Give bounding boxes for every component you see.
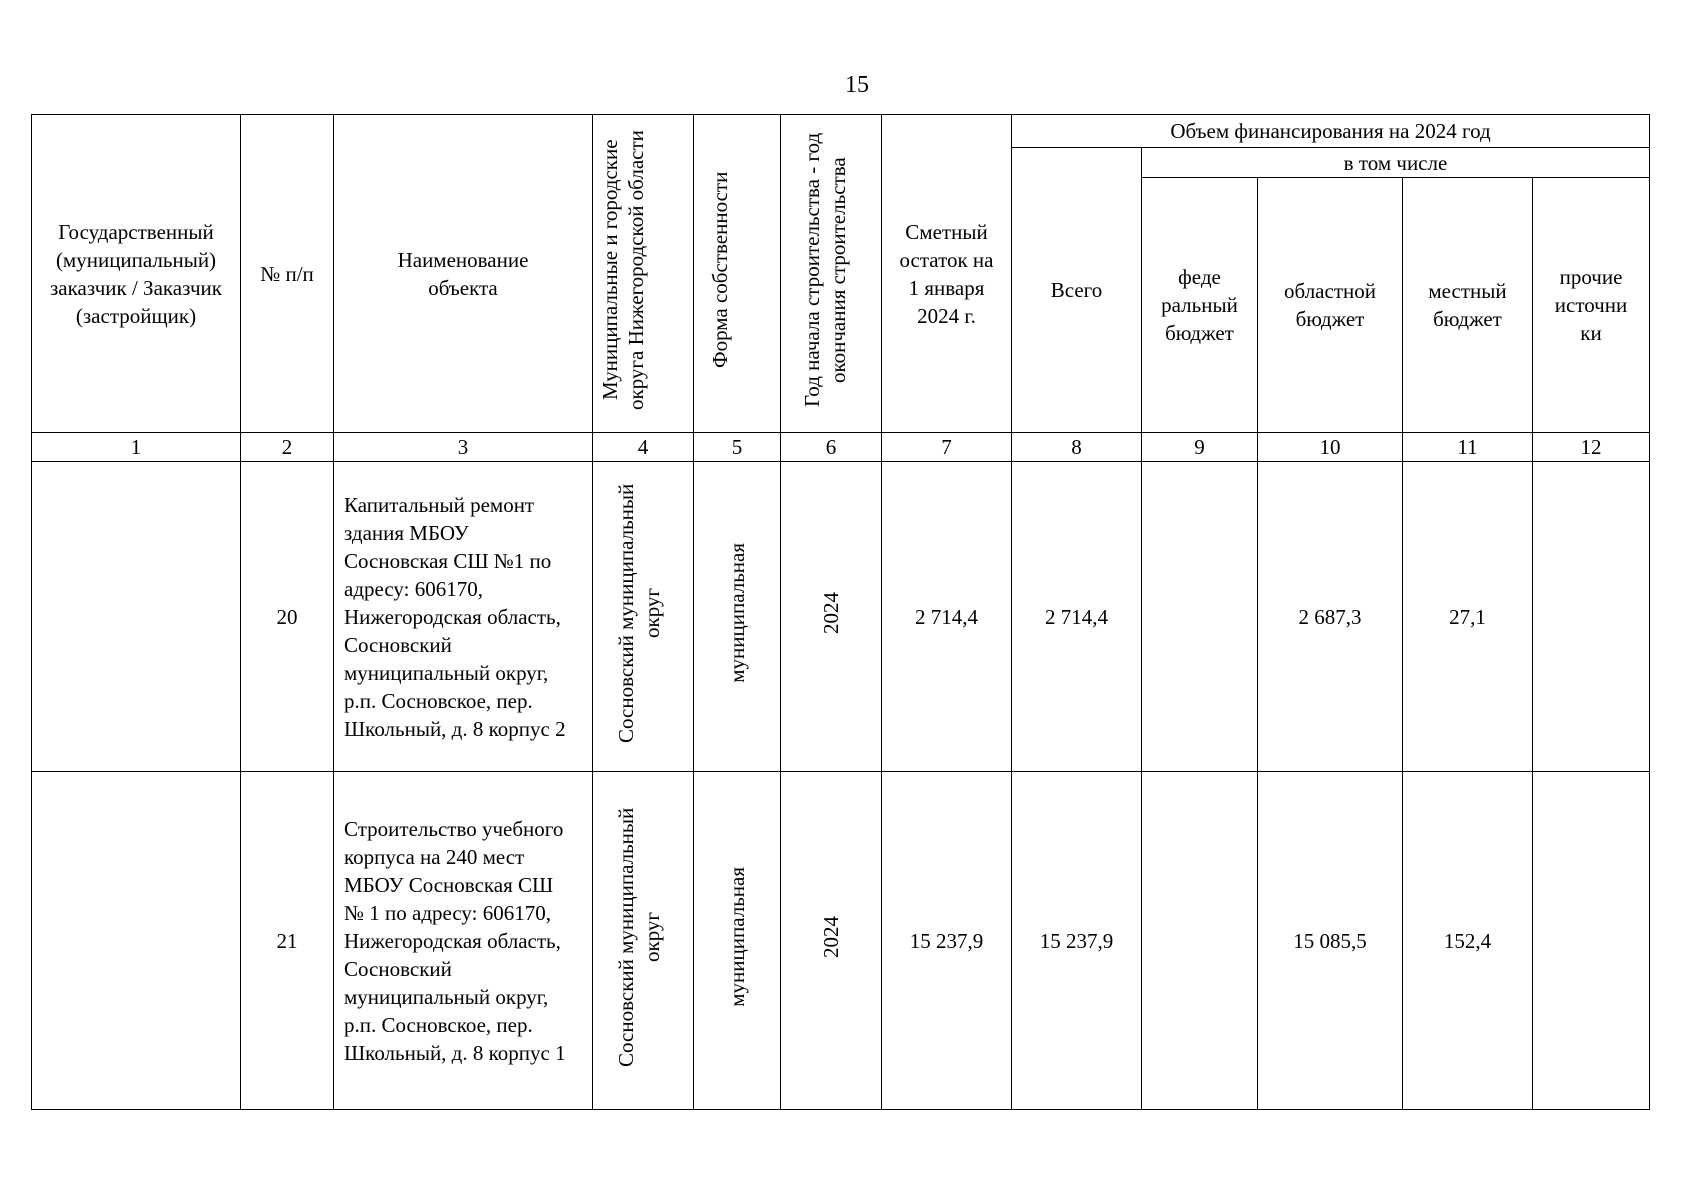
table-row <box>32 462 1650 772</box>
cell-district-text: Сосновский муниципальный округ <box>614 483 664 743</box>
cell-years <box>781 772 882 1110</box>
header-ownership-text: Форма собственности <box>708 171 732 369</box>
header-regional-text: областной бюджет <box>1284 279 1376 331</box>
column-number-11: 11 <box>1403 433 1533 462</box>
cell-federal <box>1142 772 1258 1110</box>
header-regional <box>1258 178 1403 433</box>
cell-balance: 2 714,4 <box>882 462 1012 772</box>
header-funding-group <box>1012 115 1650 148</box>
cell-num: 21 <box>241 772 334 1110</box>
column-number-12: 12 <box>1533 433 1650 462</box>
header-balance-text: Сметный остаток на 1 января 2024 г. <box>899 219 994 328</box>
header-name <box>334 115 593 433</box>
header-local-text: местный бюджет <box>1428 279 1507 331</box>
cell-federal <box>1142 462 1258 772</box>
column-number-8: 8 <box>1012 433 1142 462</box>
header-district <box>593 115 694 433</box>
cell-regional: 2 687,3 <box>1258 462 1403 772</box>
header-including <box>1142 148 1650 178</box>
cell-total: 15 237,9 <box>1012 772 1142 1110</box>
header-total-text: Всего <box>1050 278 1103 302</box>
funding-table <box>31 114 1650 1110</box>
header-local <box>1403 178 1533 433</box>
column-number-5: 5 <box>694 433 781 462</box>
cell-years-text: 2024 <box>819 916 843 958</box>
cell-balance: 15 237,9 <box>882 772 1012 1110</box>
cell-district-text: Сосновский муниципальный округ <box>614 807 664 1067</box>
cell-district <box>593 772 694 1110</box>
header-years-text: Год начала строительства - год окончания строительства <box>800 132 850 408</box>
header-customer <box>32 115 241 433</box>
cell-ownership-text: муниципальная <box>725 867 749 1007</box>
cell-object-name-text: Капитальный ремонт здания МБОУ Сосновская СШ №1 по адресу: 606170, Нижегородская область, Сосновский муниципальный округ, р.п. Сосновское, пер. Школьный, д. 8 корпус 2 <box>344 492 566 741</box>
cell-object-name <box>334 462 593 772</box>
header-other <box>1533 178 1650 433</box>
column-number-7: 7 <box>882 433 1012 462</box>
cell-district <box>593 462 694 772</box>
header-including-text: в том числе <box>1343 150 1448 175</box>
cell-local: 152,4 <box>1403 772 1533 1110</box>
header-ownership <box>694 115 781 433</box>
column-number-4: 4 <box>593 433 694 462</box>
cell-customer <box>32 772 241 1110</box>
column-number-1: 1 <box>32 433 241 462</box>
header-num-text: № п/п <box>260 261 314 286</box>
column-number-2: 2 <box>241 433 334 462</box>
cell-customer <box>32 462 241 772</box>
column-number-9: 9 <box>1142 433 1258 462</box>
table-row <box>32 772 1650 1110</box>
cell-ownership <box>694 772 781 1110</box>
column-number-10: 10 <box>1258 433 1403 462</box>
cell-ownership-text: муниципальная <box>725 543 749 683</box>
cell-other <box>1533 462 1650 772</box>
cell-years-text: 2024 <box>819 592 843 634</box>
page-number: 15 <box>845 72 869 98</box>
cell-object-name <box>334 772 593 1110</box>
header-other-text: прочие источни ки <box>1554 265 1628 345</box>
column-number-6: 6 <box>781 433 882 462</box>
cell-years <box>781 462 882 772</box>
cell-other <box>1533 772 1650 1110</box>
header-balance <box>882 115 1012 433</box>
header-name-text: Наименование объекта <box>397 247 529 300</box>
cell-local: 27,1 <box>1403 462 1533 772</box>
cell-total: 2 714,4 <box>1012 462 1142 772</box>
cell-object-name-text: Строительство учебного корпуса на 240 мест МБОУ Сосновская СШ № 1 по адресу: 606170, Нижегородская область, Сосновский муниципальный округ, р.п. Сосновское, пер. Школьный, д. 8 корпус 1 <box>344 816 566 1065</box>
header-funding-group-text: Объем финансирования на 2024 год <box>1170 119 1491 143</box>
header-years <box>781 115 882 433</box>
cell-regional: 15 085,5 <box>1258 772 1403 1110</box>
header-district-text: Муниципальные и городские округа Нижегородской области <box>598 130 648 410</box>
cell-ownership <box>694 462 781 772</box>
header-total <box>1012 148 1142 433</box>
header-federal-text: феде ральный бюджет <box>1161 265 1238 345</box>
header-federal <box>1142 178 1258 433</box>
header-num <box>241 115 334 433</box>
column-number-3: 3 <box>334 433 593 462</box>
cell-num: 20 <box>241 462 334 772</box>
header-customer-text: Государственный (муниципальный) заказчик / Заказчик (застройщик) <box>50 219 222 328</box>
